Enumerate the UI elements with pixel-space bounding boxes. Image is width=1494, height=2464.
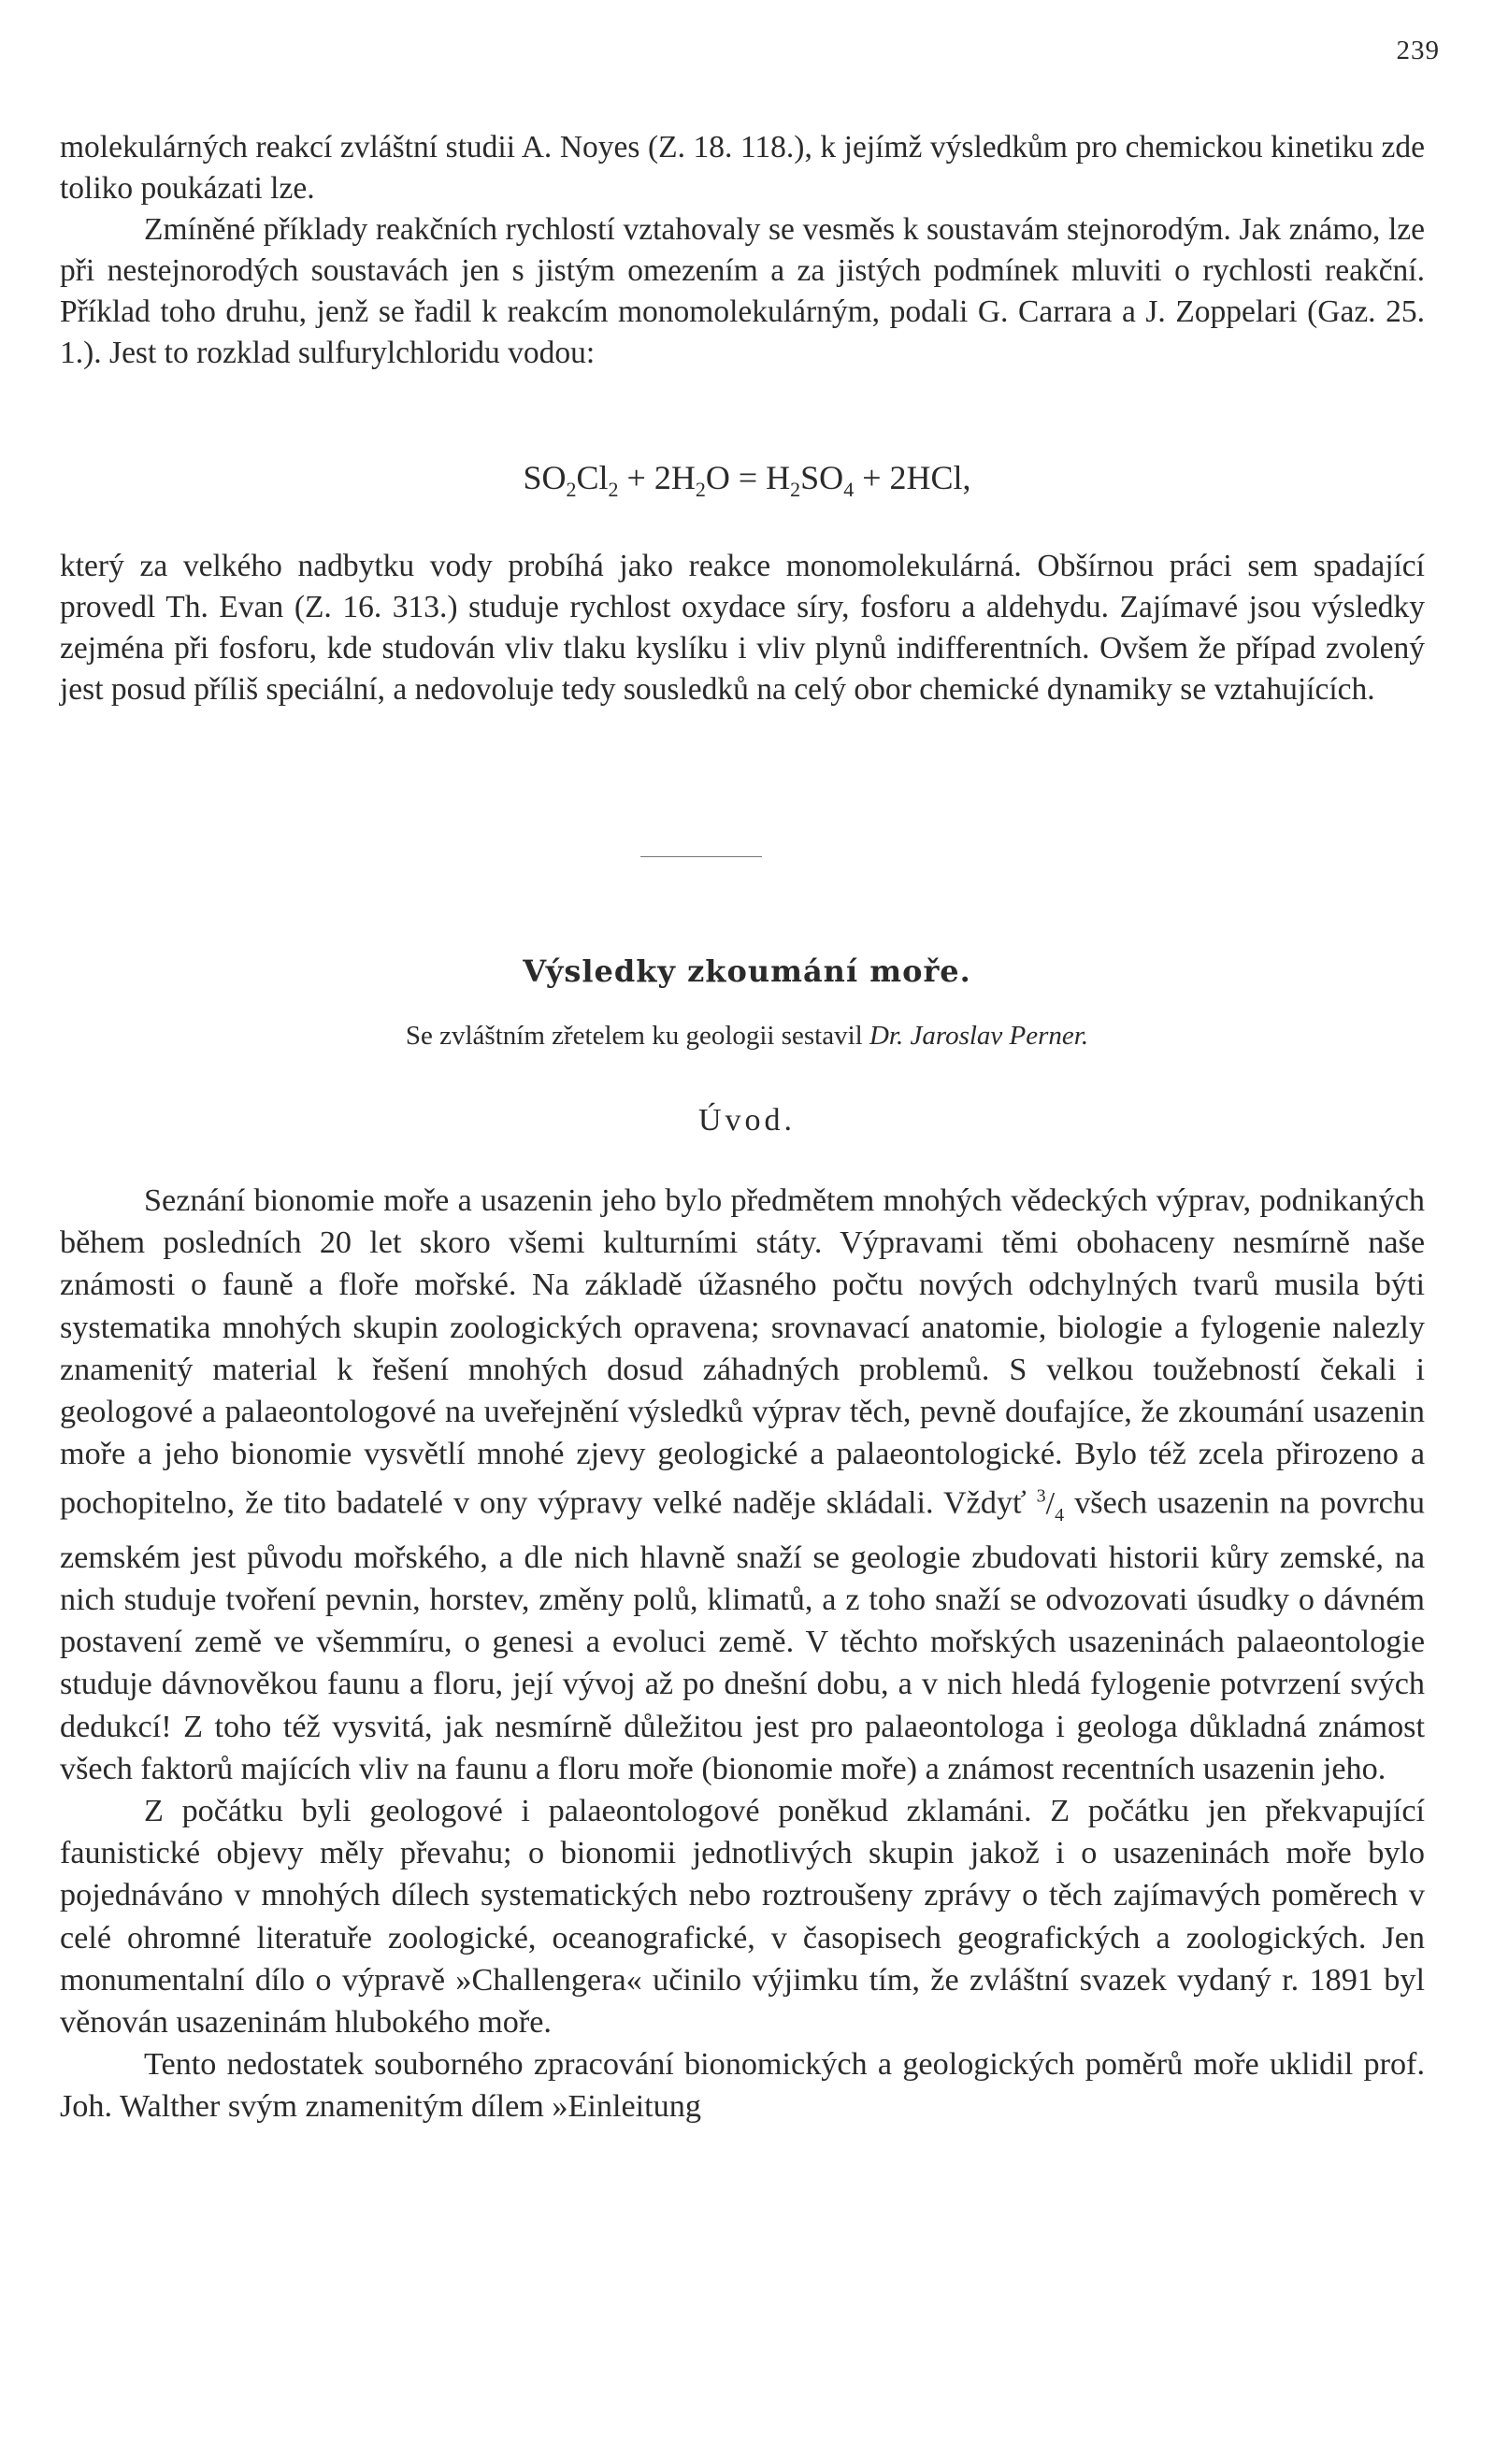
- body-paragraph-2: Z počátku byli geologové i palaeontologové poněkud zklamáni. Z počátku jen překvapující faunistické objevy měly převahu; o bionomii jednotlivých skupin jakož i o usazeninách moře bylo pojednáváno v mnohých dílech systematických nebo roztroušeny zprávy o těch zajímavých poměrech v celé ohromné literatuře zoologické, oceanografické, v časopisech geografických a zoologických. Jen monumentalní dílo o výpravě »Challengera« učinilo výjimku tím, že zvláštní svazek vydaný r. 1891 byl věnován usazeninám hlubokého moře.: [60, 1794, 1425, 2041]
- body-paragraph-3: Tento nedostatek souborného zpracování bionomických a geologických poměrů moře uklidil prof. Joh. Walther svým znamenitým dílem »Einleitung: [60, 2047, 1425, 2125]
- paragraph-after-equation: který za velkého nadbytku vody probíhá jako reakce monomolekulárná. Obšírnou práci sem spadající provedl Th. Evan (Z. 16. 313.) studuje rychlost oxydace síry, fosforu a aldehydu. Zajímavé jsou výsledky zejména při fosforu, kde studován vliv tlaku kyslíku i vliv plynů indifferentních. Ovšem že případ zvolený jest posud příliš speciální, a nedovoluje tedy sousledků na celý obor chemické dynamiky se vztahujících.: [60, 549, 1425, 707]
- section-divider: [640, 856, 762, 857]
- after-equation-block: [60, 546, 1425, 710]
- paragraph-reaction-rates: Zmíněné příklady reakčních rychlostí vztahovaly se vesměs k soustavám stejnorodým. Jak známo, lze při nestejnorodých soustavách jen s jistým omezením a za jistých podmínek mluviti o rychlosti reakční. Příklad toho druhu, jenž se řadil k reakcím monomolekulárným, podali G. Carrara a J. Zoppelari (Gaz. 25. 1.). Jest to rozklad sulfurylchloridu vodou:: [60, 212, 1425, 370]
- fraction-three-quarters: $^3/_4$: [1036, 1485, 1065, 1526]
- section-title: Výsledky zkoumání moře.: [523, 953, 971, 989]
- chemical-equation: $SO_2Cl_2 + 2H_2O = H_2SO_4 + 2HCl$,: [523, 459, 971, 502]
- body-paragraph-1: Seznání bionomie moře a usazenin jeho bylo předmětem mnohých vědeckých výprav, podnikaných během posledních 20 let skoro všemi kulturními státy. Výpravami těmi obohaceny nesmírně naše známosti o fauně a floře mořské. Na základě úžasného počtu nových odchylných tvarů musila býti systematika mnohých skupin zoologických opravena; srovnavací anatomie, biologie a fylogenie nalezly znamenitý material k řešení mnohých dosud záhadných problemů. S velkou toužebností čekali i geologové a palaeontologové na uveřejnění výsledků výprav těch, pevně doufajíce, že zkoumání usazenin moře a jeho bionomie vysvětlí mnohé zjevy geologické a palaeontologické. Bylo též zcela přirozeno a pochopitelno, že tito badatelé v ony výpravy velké naděje skládali. Vždyť $^3/_4$ všech usazenin na povrchu zemském jest původu mořského, a dle nich hlavně snaží se geologie zbudovati historii kůry zemské, na nich studuje tvoření pevnin, horstev, změny polů, klimatů, a z toho snaží se odvozovati úsudky o dávném postavení země ve všemmíru, o genesi a evoluci země. V těchto mořských usazeninách palaeontologie studuje dávnověkou faunu a floru, její vývoj až po dnešní dobu, a v nich hledá fylogenie potvrzení svých dedukcí! Z toho též vysvitá, jak nesmírně důležitou jest pro palaeontologa i geologa důkladná známost všech faktorů majících vliv na faunu a floru moře (bionomie moře) a známost recentních usazenin jeho.: [60, 1183, 1425, 1786]
- subheading-uvod: Úvod.: [697, 1103, 797, 1138]
- body-text-block: [60, 1180, 1425, 2128]
- byline: [0, 1021, 1494, 1052]
- paragraph-continuation: molekulárných reakcí zvláštní studii A. Noyes (Z. 18. 118.), k jejímž výsledkům pro chemickou kinetiku zde toliko poukázati lze.: [60, 130, 1425, 206]
- page-number: 239: [1396, 36, 1440, 65]
- byline-author: Dr. Jaroslav Perner.: [869, 1021, 1089, 1051]
- top-text-block: [60, 127, 1425, 374]
- byline-text: Se zvláštním zřetelem ku geologii sestavil: [405, 1021, 869, 1051]
